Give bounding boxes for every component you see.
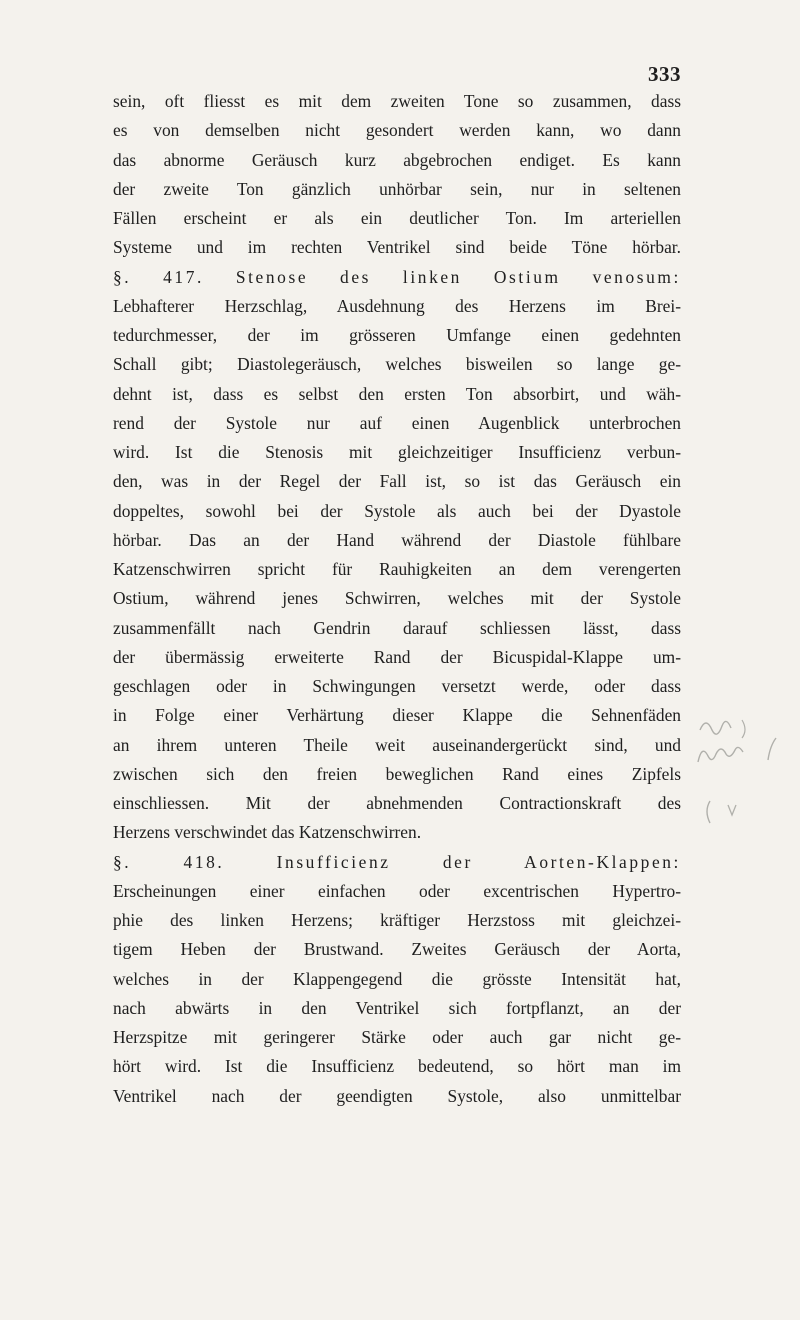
text-line: in Folge einer Verhärtung dieser Klappe die Sehnenfäden: [113, 705, 681, 726]
text-line: Lebhafterer Herzschlag, Ausdehnung des Herzens im Brei-: [113, 295, 681, 316]
text-line: an ihrem unteren Theile weit auseinandergerückt sind, und: [113, 734, 681, 755]
text-line: tedurchmesser, der im grösseren Umfange einen gedehnten: [113, 325, 681, 345]
section-heading-417: §. 417. Stenose des linken Ostium venosum:: [113, 266, 681, 287]
text-line: Herzspitze mit geringerer Stärke oder auch gar nicht ge-: [113, 1027, 681, 1047]
text-line: hörbar. Das an der Hand während der Diastole fühlbare: [113, 529, 681, 550]
text-line: Ventrikel nach der geendigten Systole, also unmittelbar: [113, 1085, 681, 1106]
text-line: rend der Systole nur auf einen Augenblick unterbrochen: [113, 412, 681, 433]
pencil-marginalia: [690, 700, 790, 790]
text-line: Fällen erscheint er als ein deutlicher Ton. Im arteriellen: [113, 208, 681, 228]
text-line: geschlagen oder in Schwingungen versetzt werde, oder dass: [113, 676, 681, 696]
text-line: tigem Heben der Brustwand. Zweites Geräusch der Aorta,: [113, 939, 681, 960]
text-line: Herzens verschwindet das Katzenschwirren.: [113, 822, 422, 843]
pencil-marginalia: [700, 795, 760, 835]
text-line: doppeltes, sowohl bei der Systole als auch bei der Dyastole: [113, 500, 681, 521]
body-text: [113, 87, 681, 1111]
text-line: es von demselben nicht gesondert werden kann, wo dann: [113, 120, 681, 141]
text-line: der zweite Ton gänzlich unhörbar sein, nur in seltenen: [113, 178, 681, 199]
text-line: Erscheinungen einer einfachen oder excentrischen Hypertro-: [113, 880, 681, 901]
text-line: das abnorme Geräusch kurz abgebrochen endiget. Es kann: [113, 149, 681, 170]
text-line: zwischen sich den freien beweglichen Rand eines Zipfels: [113, 763, 681, 784]
text-line: Systeme und im rechten Ventrikel sind beide Töne hörbar.: [113, 237, 681, 258]
text-line: Schall gibt; Diastolegeräusch, welches bisweilen so lange ge-: [113, 354, 681, 375]
text-line: sein, oft fliesst es mit dem zweiten Tone so zusammen, dass: [113, 91, 681, 111]
text-line: den, was in der Regel der Fall ist, so ist das Geräusch ein: [113, 471, 681, 492]
page-number: 333: [648, 62, 681, 86]
text-line: nach abwärts in den Ventrikel sich fortpflanzt, an der: [113, 997, 681, 1018]
text-line: welches in der Klappengegend die grösste Intensität hat,: [113, 968, 681, 989]
text-line: der übermässig erweiterte Rand der Bicuspidal-Klappe um-: [113, 646, 681, 667]
text-line: zusammenfällt nach Gendrin darauf schliessen lässt, dass: [113, 617, 681, 638]
text-line: Katzenschwirren spricht für Rauhigkeiten an dem verengerten: [113, 559, 681, 579]
text-line: Ostium, während jenes Schwirren, welches mit der Systole: [113, 588, 681, 609]
text-line: hört wird. Ist die Insufficienz bedeutend, so hört man im: [113, 1056, 681, 1077]
text-line: einschliessen. Mit der abnehmenden Contractionskraft des: [113, 793, 681, 813]
section-heading-418: §. 418. Insufficienz der Aorten-Klappen:: [113, 851, 681, 872]
text-line: wird. Ist die Stenosis mit gleichzeitiger Insufficienz verbun-: [113, 442, 681, 462]
text-line: phie des linken Herzens; kräftiger Herzstoss mit gleichzei-: [113, 910, 681, 930]
text-line: dehnt ist, dass es selbst den ersten Ton absorbirt, und wäh-: [113, 383, 681, 404]
